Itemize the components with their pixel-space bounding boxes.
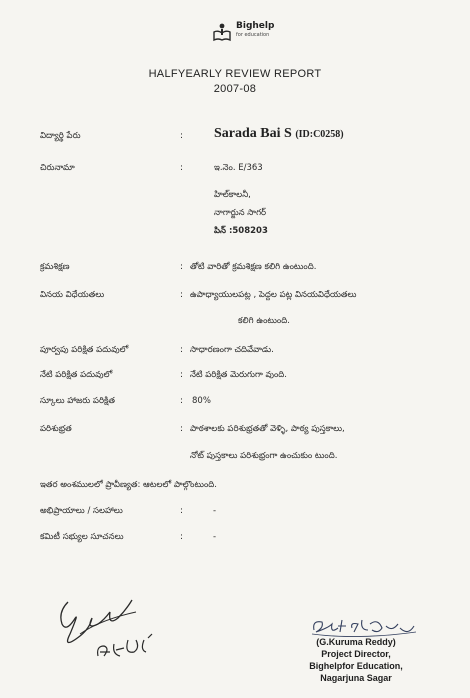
obedience-label: వినయ విధేయతలు bbox=[40, 290, 105, 300]
bighelp-logo bbox=[212, 22, 274, 42]
prev-exam-label: పూర్వపు పరిక్షిత పదువులో bbox=[40, 345, 129, 355]
address-line-2: హిల్‌కాలనీ, bbox=[214, 190, 251, 200]
student-id: (ID:C0258) bbox=[295, 129, 344, 140]
attendance-value: 80% bbox=[192, 396, 211, 406]
report-title: HALFYEARLY REVIEW REPORT bbox=[148, 68, 322, 80]
committee-label: కమిటీ సభ్యుల సూచనలు bbox=[40, 532, 124, 542]
colon: : bbox=[180, 424, 184, 434]
report-year: 2007-08 bbox=[213, 83, 257, 95]
director-name: (G.Kuruma Reddy) bbox=[316, 637, 396, 647]
director-place: Nagarjuna Sagar bbox=[320, 673, 392, 683]
student-name-value bbox=[214, 126, 344, 142]
discipline-label: క్రమశిక్షణ bbox=[40, 262, 70, 272]
book-reader-icon bbox=[212, 22, 232, 42]
attendance-label: స్కూలు హాజరు పరిక్షిత bbox=[40, 396, 116, 406]
address-line-1: ఇ.నెం. E/363 bbox=[214, 163, 263, 173]
address-pin: పిన్ :508203 bbox=[214, 226, 268, 236]
colon: : bbox=[180, 370, 184, 380]
cleanliness-label: పరిశుభ్రత bbox=[40, 424, 72, 434]
student-name: Sarada Bai S bbox=[214, 126, 292, 141]
colon: : bbox=[180, 290, 184, 300]
obedience-value-2: కలిగి ఉంటుంది. bbox=[238, 316, 290, 326]
colon: : bbox=[180, 262, 184, 272]
address-label: చిరునామా bbox=[40, 163, 75, 173]
left-signature bbox=[40, 590, 170, 670]
director-title: Project Director, bbox=[321, 649, 391, 659]
director-signature-block bbox=[286, 636, 426, 684]
student-name-label: విద్యార్థి పేరు bbox=[40, 131, 81, 141]
other-activities: ఇతర అంశములలో ప్రావీణ్యత: ఆటలలో పాల్గొంటుంది. bbox=[40, 480, 217, 490]
logo-tagline: for education bbox=[236, 32, 270, 38]
opinions-value: - bbox=[213, 506, 217, 516]
prev-exam-value: సాధారణంగా చదివేవాడు. bbox=[190, 345, 274, 355]
colon: : bbox=[180, 163, 184, 173]
opinions-label: అభిప్రాయాలు / సలహాలు bbox=[40, 506, 123, 516]
committee-value: - bbox=[213, 532, 217, 542]
discipline-value: తోటి వారితో క్రమశిక్షణ కలిగి ఉంటుంది. bbox=[190, 262, 317, 272]
obedience-value-1: ఉపాధ్యాయులపట్ల , పెద్దల పట్ల వినయవిధేయతలు bbox=[190, 290, 357, 300]
cleanliness-value-1: పాఠశాలకు పరిశుభ్రతతో వెళ్ళి, పాఠ్య పుస్తకాలు, bbox=[190, 424, 345, 434]
colon: : bbox=[180, 532, 184, 542]
cleanliness-value-2: నోట్ పుస్తకాలు పరిశుభ్రంగా ఉంచుకుం టుంది. bbox=[190, 451, 338, 461]
current-exam-value: నేటి పరిక్షిత మెరుగుగా వుంది. bbox=[190, 370, 287, 380]
colon: : bbox=[180, 131, 184, 141]
colon: : bbox=[180, 345, 184, 355]
director-organization: Bighelpfor Education, bbox=[309, 661, 403, 671]
current-exam-label: నేటి పరిక్షిత పదువులో bbox=[40, 370, 113, 380]
logo-name: Bighelp bbox=[236, 21, 275, 31]
address-line-3: నాగార్జున సాగర్ bbox=[214, 208, 267, 218]
colon: : bbox=[180, 506, 184, 516]
colon: : bbox=[180, 396, 184, 406]
